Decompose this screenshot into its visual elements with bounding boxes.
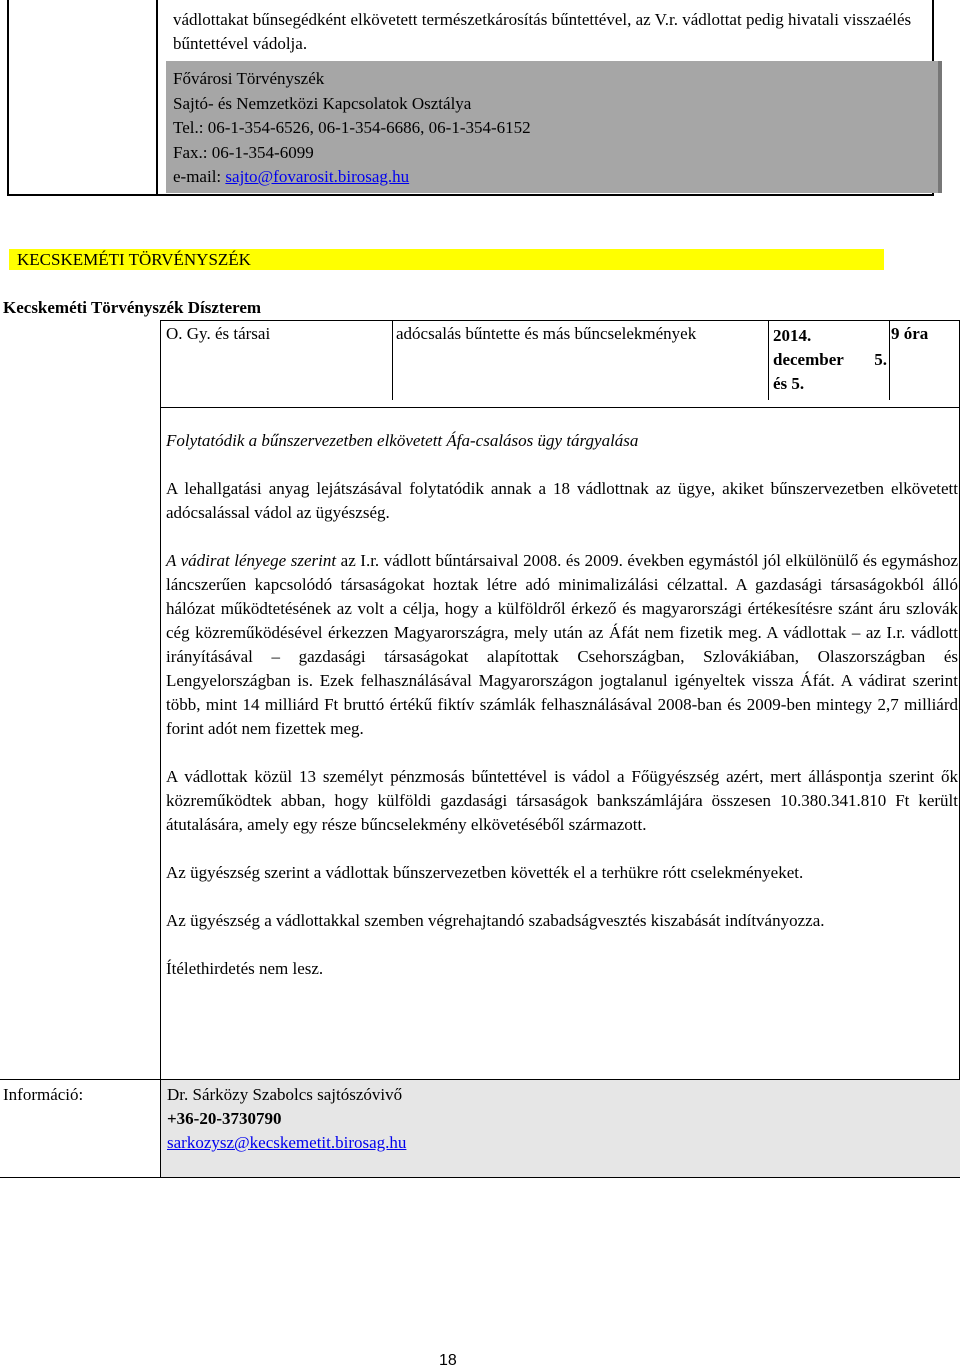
court-header-bar <box>9 249 884 270</box>
case-col-divider-2 <box>768 320 769 400</box>
press-email-link[interactable]: sajto@fovarosit.birosag.hu <box>225 167 410 186</box>
paragraph-money-laundering: A vádlottak közül 13 személyt pénzmosás bűntettével is vádol a Főügyészség azért, mert álláspontja szerint ők közreműködtek abban, hogy külföldi gazdasági társaságok bankszámlájára összesen 10.380.341.810 Ft került átutalására, amely egy része bűncselekmény elkövetéséből származott. <box>166 767 958 834</box>
body-left-border <box>160 408 161 1079</box>
contact-info-row <box>0 1079 960 1178</box>
case-date-extra: és 5. <box>773 374 805 393</box>
case-charge: adócsalás bűntette és más bűncselekmények <box>396 324 697 343</box>
paragraph-indictment <box>166 549 958 741</box>
continuation-text: vádlottakat bűnsegédként elkövetett természetkárosítás bűntettével, az V.r. vádlottat pedig hivatali visszaélés bűntettével vádolja. <box>173 10 912 53</box>
page-number: 18 <box>439 1352 457 1369</box>
case-date-year: 2014. <box>773 326 812 345</box>
case-defendant: O. Gy. és társai <box>166 324 271 343</box>
paragraph-verdict: Ítélethirdetés nem lesz. <box>166 959 324 978</box>
press-email-line <box>173 165 531 190</box>
case-date <box>773 324 887 396</box>
paragraph-motion: Az ügyészség a vádlottakkal szemben végrehajtandó szabadságvesztés kiszabását indítványozza. <box>166 911 825 930</box>
press-office-name: Fővárosi Törvényszék <box>173 69 325 88</box>
case-col-divider-1 <box>392 320 393 400</box>
contact-info-cell <box>160 1080 960 1177</box>
case-row-bottom-border <box>160 407 960 408</box>
previous-case-block <box>7 0 934 196</box>
press-fax: Fax.: 06-1-354-6099 <box>173 142 314 162</box>
paragraph-prosecution: Az ügyészség szerint a vádlottak bűnszervezetben követték el a terhükre rótt cselekményeket. <box>166 863 804 882</box>
info-label: Információ: <box>3 1085 84 1104</box>
case-row-left-border <box>160 320 161 408</box>
case-col-divider-3 <box>889 320 890 400</box>
case-row-top-border <box>160 320 960 321</box>
spokesperson-email-link[interactable]: sarkozysz@kecskemetit.birosag.hu <box>167 1133 407 1152</box>
press-phone: Tel.: 06-1-354-6526, 06-1-354-6686, 06-1-354-6152 <box>173 118 531 137</box>
case-date-day: december 5. <box>773 350 887 369</box>
case-description <box>166 429 958 981</box>
spokesperson-name: Dr. Sárközy Szabolcs sajtószóvivő <box>167 1085 403 1104</box>
press-department: Sajtó- és Nemzetközi Kapcsolatok Osztálya <box>173 93 472 113</box>
indictment-text: az I.r. vádlott bűntársaival 2008. és 2009. években egymástól jól elkülönülő és egymáshoz láncszerűen kapcsolódó társaságokat hoztak létre adó minimalizálási célzattal. A gazdasági társaságokból álló hálózat működtetésének az volt a célja, hogy a külföldről érkező és magyarországi értékesítésre szánt áru szlovák cég közreműködésével érkezzen Magyarországra, mely után az Áfát nem fizetik meg. A vádlottak – az I.r. vádlott irányításával – gazdasági társaságokat alapítottak Csehországban, Szlovákiában, Olaszországban és Lengyelországban is. Ezek felhasználásával Magyarországon jogtalanul igényeltek vissza Áfát. A vádirat szerint több, mint 14 milliárd Ft bruttó értékű fiktív számlák felhasználásával 2008-ban és 2009-ben mintegy 2,7 milliárd forint adót nem fizettek meg. <box>166 551 958 738</box>
paragraph-wiretap: A lehallgatási anyag lejátszásával folytatódik annak a 18 vádlottnak az ügye, akiket bűnszervezetben elkövetett adócsalással vádol az ügyészség. <box>166 479 958 522</box>
case-time: 9 óra <box>891 324 929 343</box>
court-title: KECSKEMÉTI TÖRVÉNYSZÉK <box>17 250 251 269</box>
case-headline: Folytatódik a bűnszervezetben elkövetett Áfa-csalásos ügy tárgyalása <box>166 431 639 450</box>
spokesperson-phone: +36-20-3730790 <box>167 1109 282 1128</box>
press-email-label: e-mail: <box>173 167 226 186</box>
column-divider <box>156 0 158 194</box>
indictment-lead: A vádirat lényege szerint <box>166 551 337 570</box>
courtroom-title: Kecskeméti Törvényszék Díszterem <box>3 298 262 317</box>
press-office-box <box>166 61 942 193</box>
